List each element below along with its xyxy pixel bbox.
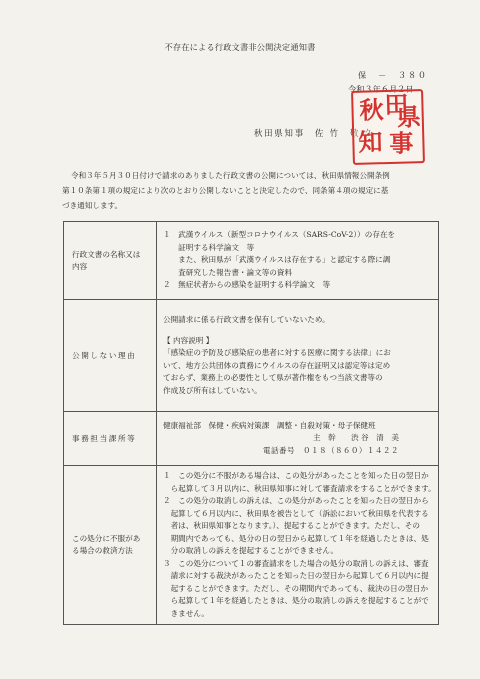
document-date: 令和３年６月２日 <box>348 84 414 94</box>
table-row <box>64 222 439 300</box>
row-content-document-name: １ 武漢ウイルス（新型コロナウイルス（SARS-CoV-2））の存在を 証明する科学論文 等 また、秋田県が「武漢ウイルスは存在する」と認定する際に調 査研究した報告書・論文等の資料 ２ 無症状者からの感染を証明する科学論文 等 <box>157 222 439 300</box>
decision-table <box>63 221 439 625</box>
governor-seal <box>351 89 425 165</box>
row-label-reason: 公開しない理由 <box>64 300 157 412</box>
document-title: 不存在による行政文書非公開決定通知書 <box>164 42 316 52</box>
row-label-document-name: 行政文書の名称又は 内容 <box>64 222 157 300</box>
table-row <box>64 300 439 412</box>
intro-line: 第１０条第１項の規定により次のとおり公開しないことと決定したので、同条第４項の規定に基 <box>62 186 389 195</box>
table-row <box>64 412 439 466</box>
seal-char-ji: 事 <box>389 128 414 158</box>
document-number: 保 － ３８０ <box>358 70 428 80</box>
intro-paragraph <box>62 168 434 213</box>
table-row <box>64 466 439 625</box>
seal-char-aki: 秋 <box>359 95 384 125</box>
seal-char-ken: 県 <box>396 102 422 132</box>
row-content-remedy: １ この処分に不服がある場合は、この処分があったことを知った日の翌日か ら起算して３月以内に、秋田県知事に対して審査請求をすることができます。 ２ この処分の取消しの訴えは、この処分があったことを知った日の翌日から 起算して６月以内に、秋田県を被告として（訴訟において秋田県を代表する 者は、秋田県知事となります。）、提起することができます。ただし、その 期間内であっても、処分の日の翌日から起算して１年を経過したときは、処 分の取消しの訴えを提起することができません。 ３ この処分について１の審査請求をした場合の処分の取消しの訴えは、審査 請求に対する裁決があったことを知った日の翌日から起算して６月以内に提 起することができます。ただし、その期間内であっても、裁決の日の翌日か ら起算して１年を経過したときは、処分の取消しの訴えを提起することがで きません。 <box>157 466 439 625</box>
row-content-contact: 健康福祉部 保健・疾病対策課 調整・自殺対策・母子保健班 主 幹 渋 谷 清 美 電話番号 ０１８（８６０）１４２２ <box>157 412 439 466</box>
row-content-reason: 公開請求に係る行政文書を保有していないため。 【 内容説明 】 「感染症の予防及び感染症の患者に対する医療に関する法律」にお いて、地方公共団体の責務にウイルスの存在証明又は認定等は定め ておらず、業務上の必要性として県が著作権をもつ当該文書等の 作成及び所有はしていない。 <box>157 300 439 412</box>
seal-char-chi: 知 <box>358 127 383 157</box>
row-label-contact: 事務担当課所等 <box>64 412 157 466</box>
row-label-remedy: この処分に不服があ る場合の救済方法 <box>64 466 157 625</box>
issuer-name: 秋田県知事 佐 竹 敬 久 <box>254 128 375 138</box>
intro-line: 令和３年５月３０日付けで請求のありました行政文書の公開については、秋田県情報公開条例 <box>71 171 390 180</box>
seal-char-ta: 田 <box>384 89 409 120</box>
intro-line: づき通知します。 <box>62 201 123 210</box>
